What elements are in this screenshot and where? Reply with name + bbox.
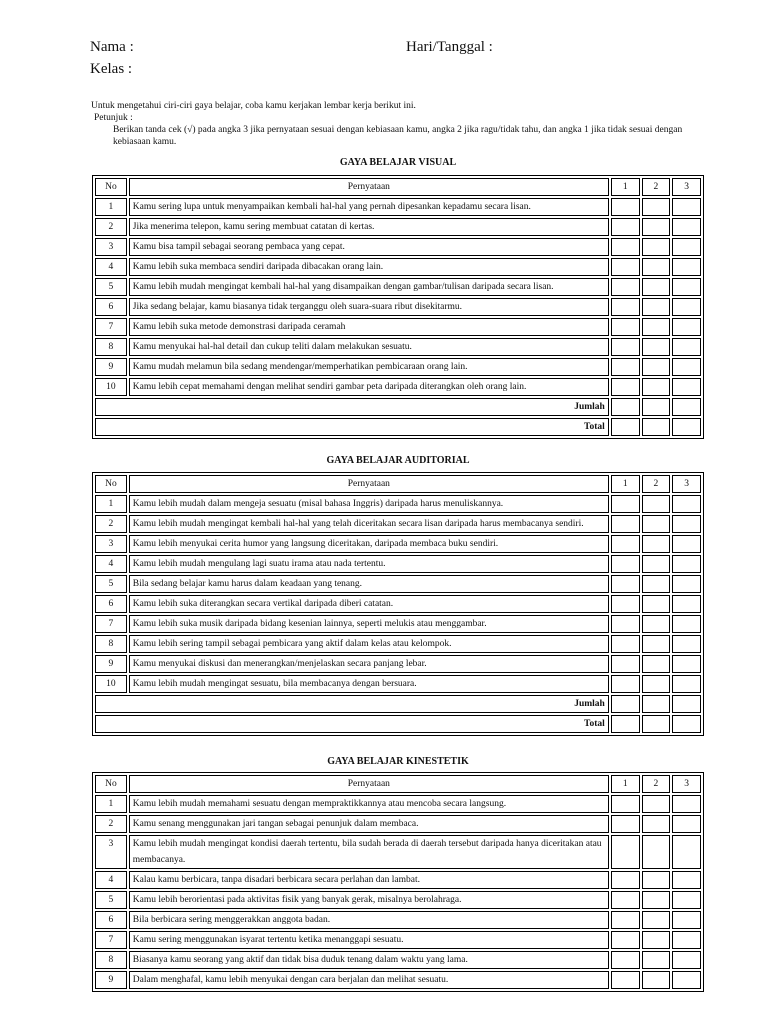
col-header-1: 1 [611, 475, 640, 493]
instructions [91, 100, 691, 148]
row-number: 7 [95, 615, 127, 633]
check-cell-1[interactable] [611, 871, 640, 889]
statement-text: Kamu lebih menyukai cerita humor yang langsung diceritakan, daripada membaca buku sendiri. [129, 535, 609, 553]
table-row [95, 358, 701, 376]
table-row [95, 971, 701, 989]
total-cell-2[interactable] [642, 715, 671, 733]
check-cell-1[interactable] [611, 258, 640, 276]
check-cell-3[interactable] [672, 911, 701, 929]
statement-text: Kamu lebih cepat memahami dengan melihat sendiri gambar peta daripada diterangkan oleh orang lain. [129, 378, 609, 396]
statement-text: Dalam menghafal, kamu lebih menyukai dengan cara berjalan dan melihat sesuatu. [129, 971, 609, 989]
check-cell-1[interactable] [611, 655, 640, 673]
check-cell-2[interactable] [642, 635, 671, 653]
check-cell-3[interactable] [672, 535, 701, 553]
check-cell-2[interactable] [642, 198, 671, 216]
row-number: 10 [95, 378, 127, 396]
table-row [95, 635, 701, 653]
check-cell-2[interactable] [642, 278, 671, 296]
jumlah-cell-1[interactable] [611, 695, 640, 713]
col-header-1: 1 [611, 178, 640, 196]
check-cell-3[interactable] [672, 835, 701, 869]
row-number: 3 [95, 238, 127, 256]
table-header-row [95, 775, 701, 793]
check-cell-2[interactable] [642, 835, 671, 869]
statement-text: Kamu sering lupa untuk menyampaikan kembali hal-hal yang pernah dipesankan kepadamu secara lisan. [129, 198, 609, 216]
check-cell-3[interactable] [672, 575, 701, 593]
check-cell-1[interactable] [611, 378, 640, 396]
total-cell-1[interactable] [611, 418, 640, 436]
visual-table [92, 175, 704, 439]
check-cell-2[interactable] [642, 338, 671, 356]
check-cell-3[interactable] [672, 655, 701, 673]
col-header-3: 3 [672, 775, 701, 793]
row-number: 3 [95, 535, 127, 553]
statement-text: Kamu lebih mudah mengingat kondisi daerah tertentu, bila sudah berada di daerah tersebut daripada hanya diceritakan atau membacanya. [129, 835, 609, 869]
check-cell-2[interactable] [642, 675, 671, 693]
row-number: 10 [95, 675, 127, 693]
table-header-row [95, 178, 701, 196]
table-row [95, 871, 701, 889]
table-row [95, 298, 701, 316]
statement-text: Bila berbicara sering menggerakkan anggota badan. [129, 911, 609, 929]
check-cell-1[interactable] [611, 675, 640, 693]
row-number: 8 [95, 635, 127, 653]
check-cell-2[interactable] [642, 218, 671, 236]
check-cell-2[interactable] [642, 931, 671, 949]
statement-text: Kamu lebih mudah mengulang lagi suatu irama atau nada tertentu. [129, 555, 609, 573]
check-cell-2[interactable] [642, 495, 671, 513]
row-number: 4 [95, 555, 127, 573]
row-number: 1 [95, 795, 127, 813]
check-cell-3[interactable] [672, 675, 701, 693]
row-number: 5 [95, 891, 127, 909]
jumlah-cell-3[interactable] [672, 695, 701, 713]
table-row [95, 615, 701, 633]
table-row [95, 595, 701, 613]
check-cell-3[interactable] [672, 555, 701, 573]
statement-text: Kamu lebih mudah memahami sesuatu dengan mempraktikkannya atau mencoba secara langsung. [129, 795, 609, 813]
total-label: Total [95, 715, 609, 733]
check-cell-3[interactable] [672, 871, 701, 889]
check-cell-2[interactable] [642, 951, 671, 969]
kelas-label: Kelas : [90, 61, 133, 77]
check-cell-2[interactable] [642, 971, 671, 989]
col-header-no: No [95, 178, 127, 196]
jumlah-label: Jumlah [95, 398, 609, 416]
col-header-2: 2 [642, 775, 671, 793]
statement-text: Kamu menyukai hal-hal detail dan cukup teliti dalam melakukan sesuatu. [129, 338, 609, 356]
check-cell-3[interactable] [672, 891, 701, 909]
check-cell-2[interactable] [642, 298, 671, 316]
row-number: 8 [95, 338, 127, 356]
row-number: 6 [95, 298, 127, 316]
check-cell-2[interactable] [642, 795, 671, 813]
table-row [95, 815, 701, 833]
table-row [95, 338, 701, 356]
check-cell-1[interactable] [611, 318, 640, 336]
statement-text: Kamu lebih suka diterangkan secara vertikal daripada diberi catatan. [129, 595, 609, 613]
check-cell-1[interactable] [611, 238, 640, 256]
statement-text: Kamu lebih berorientasi pada aktivitas fisik yang banyak gerak, misalnya berolahraga. [129, 891, 609, 909]
jumlah-cell-2[interactable] [642, 695, 671, 713]
row-number: 4 [95, 258, 127, 276]
total-row [95, 418, 701, 436]
statement-text: Kamu lebih sering tampil sebagai pembicara yang aktif dalam kelas atau kelompok. [129, 635, 609, 653]
table-row [95, 515, 701, 533]
table-row [95, 238, 701, 256]
total-cell-2[interactable] [642, 418, 671, 436]
table-row [95, 835, 701, 869]
table-row [95, 278, 701, 296]
row-number: 3 [95, 835, 127, 869]
check-cell-2[interactable] [642, 655, 671, 673]
statement-text: Kamu lebih mudah mengingat sesuatu, bila membacanya dengan bersuara. [129, 675, 609, 693]
check-cell-3[interactable] [672, 318, 701, 336]
check-cell-2[interactable] [642, 535, 671, 553]
check-cell-2[interactable] [642, 318, 671, 336]
statement-text: Kamu lebih suka metode demonstrasi daripada ceramah [129, 318, 609, 336]
table-header-row [95, 475, 701, 493]
check-cell-1[interactable] [611, 575, 640, 593]
statement-text: Kamu lebih mudah dalam mengeja sesuatu (misal bahasa Inggris) daripada harus menuliskannya. [129, 495, 609, 513]
row-number: 1 [95, 495, 127, 513]
check-cell-3[interactable] [672, 218, 701, 236]
table-row [95, 318, 701, 336]
check-cell-3[interactable] [672, 495, 701, 513]
check-cell-1[interactable] [611, 358, 640, 376]
row-number: 6 [95, 911, 127, 929]
total-row [95, 715, 701, 733]
statement-text: Kamu menyukai diskusi dan menerangkan/menjelaskan secara panjang lebar. [129, 655, 609, 673]
row-number: 7 [95, 318, 127, 336]
check-cell-2[interactable] [642, 595, 671, 613]
check-cell-1[interactable] [611, 338, 640, 356]
row-number: 7 [95, 931, 127, 949]
check-cell-1[interactable] [611, 595, 640, 613]
table-row [95, 258, 701, 276]
check-cell-2[interactable] [642, 238, 671, 256]
statement-text: Jika menerima telepon, kamu sering membuat catatan di kertas. [129, 218, 609, 236]
statement-text: Kamu bisa tampil sebagai seorang pembaca yang cepat. [129, 238, 609, 256]
check-cell-3[interactable] [672, 258, 701, 276]
section-title-auditorial: GAYA BELAJAR AUDITORIAL [326, 455, 470, 466]
statement-text: Kamu lebih suka membaca sendiri daripada dibacakan orang lain. [129, 258, 609, 276]
total-cell-1[interactable] [611, 715, 640, 733]
statement-text: Kalau kamu berbicara, tanpa disadari berbicara secara perlahan dan lambat. [129, 871, 609, 889]
check-cell-2[interactable] [642, 871, 671, 889]
statement-text: Jika sedang belajar, kamu biasanya tidak terganggu oleh suara-suara ribut disekitarmu. [129, 298, 609, 316]
statement-text: Kamu lebih suka musik daripada bidang kesenian lainnya, seperti melukis atau menggambar. [129, 615, 609, 633]
check-cell-1[interactable] [611, 515, 640, 533]
table-row [95, 495, 701, 513]
check-cell-3[interactable] [672, 595, 701, 613]
check-cell-1[interactable] [611, 218, 640, 236]
table-row [95, 951, 701, 969]
check-cell-1[interactable] [611, 278, 640, 296]
check-cell-2[interactable] [642, 358, 671, 376]
table-row [95, 675, 701, 693]
row-number: 2 [95, 218, 127, 236]
col-header-3: 3 [672, 178, 701, 196]
check-cell-3[interactable] [672, 338, 701, 356]
table-row [95, 378, 701, 396]
table-row [95, 198, 701, 216]
check-cell-2[interactable] [642, 555, 671, 573]
col-header-1: 1 [611, 775, 640, 793]
check-cell-2[interactable] [642, 515, 671, 533]
petunjuk-label: Petunjuk : [94, 113, 133, 123]
check-cell-2[interactable] [642, 891, 671, 909]
check-cell-1[interactable] [611, 635, 640, 653]
table-row [95, 218, 701, 236]
check-cell-1[interactable] [611, 971, 640, 989]
total-label: Total [95, 418, 609, 436]
check-cell-2[interactable] [642, 911, 671, 929]
hari-tanggal-label: Hari/Tanggal : [406, 39, 493, 55]
check-cell-2[interactable] [642, 378, 671, 396]
row-number: 9 [95, 655, 127, 673]
statement-text: Kamu lebih mudah mengingat kembali hal-hal yang disampaikan dengan gambar/tulisan daripada secara lisan. [129, 278, 609, 296]
check-cell-1[interactable] [611, 891, 640, 909]
check-cell-1[interactable] [611, 911, 640, 929]
check-cell-1[interactable] [611, 835, 640, 869]
check-cell-3[interactable] [672, 358, 701, 376]
check-cell-1[interactable] [611, 951, 640, 969]
col-header-statement: Pernyataan [129, 178, 609, 196]
statement-text: Bila sedang belajar kamu harus dalam keadaan yang tenang. [129, 575, 609, 593]
check-cell-2[interactable] [642, 815, 671, 833]
check-cell-1[interactable] [611, 495, 640, 513]
row-number: 4 [95, 871, 127, 889]
petunjuk-text: Berikan tanda cek (√) pada angka 3 jika pernyataan sesuai dengan kebiasaan kamu, angka 2 jika ragu/tidak tahu, dan angka 1 jika tidak sesuai dengan kebiasaan kamu. [113, 125, 683, 147]
check-cell-1[interactable] [611, 815, 640, 833]
check-cell-2[interactable] [642, 258, 671, 276]
check-cell-3[interactable] [672, 378, 701, 396]
check-cell-2[interactable] [642, 575, 671, 593]
check-cell-1[interactable] [611, 931, 640, 949]
jumlah-row [95, 695, 701, 713]
total-cell-3[interactable] [672, 418, 701, 436]
check-cell-1[interactable] [611, 795, 640, 813]
row-number: 9 [95, 971, 127, 989]
row-number: 9 [95, 358, 127, 376]
jumlah-cell-3[interactable] [672, 398, 701, 416]
check-cell-3[interactable] [672, 615, 701, 633]
col-header-2: 2 [642, 475, 671, 493]
table-row [95, 655, 701, 673]
check-cell-3[interactable] [672, 951, 701, 969]
row-number: 5 [95, 278, 127, 296]
col-header-statement: Pernyataan [129, 775, 609, 793]
check-cell-3[interactable] [672, 198, 701, 216]
col-header-2: 2 [642, 178, 671, 196]
intro-text: Untuk mengetahui ciri-ciri gaya belajar, coba kamu kerjakan lembar kerja berikut ini. [91, 101, 416, 111]
kinestetik-table [92, 772, 704, 992]
statement-text: Biasanya kamu seorang yang aktif dan tidak bisa duduk tenang dalam waktu yang lama. [129, 951, 609, 969]
row-number: 1 [95, 198, 127, 216]
jumlah-cell-2[interactable] [642, 398, 671, 416]
row-number: 6 [95, 595, 127, 613]
section-title-visual: GAYA BELAJAR VISUAL [339, 157, 457, 168]
jumlah-row [95, 398, 701, 416]
check-cell-3[interactable] [672, 931, 701, 949]
col-header-no: No [95, 775, 127, 793]
auditorial-table [92, 472, 704, 736]
check-cell-3[interactable] [672, 815, 701, 833]
table-row [95, 911, 701, 929]
row-number: 5 [95, 575, 127, 593]
table-row [95, 555, 701, 573]
jumlah-cell-1[interactable] [611, 398, 640, 416]
statement-text: Kamu mudah melamun bila sedang mendengar/memperhatikan pembicaraan orang lain. [129, 358, 609, 376]
total-cell-3[interactable] [672, 715, 701, 733]
table-row [95, 575, 701, 593]
check-cell-1[interactable] [611, 535, 640, 553]
statement-text: Kamu lebih mudah mengingat kembali hal-hal yang telah diceritakan secara lisan daripada harus membacanya sendiri. [129, 515, 609, 533]
check-cell-1[interactable] [611, 615, 640, 633]
table-row [95, 795, 701, 813]
check-cell-3[interactable] [672, 238, 701, 256]
table-row [95, 931, 701, 949]
row-number: 2 [95, 515, 127, 533]
col-header-no: No [95, 475, 127, 493]
check-cell-1[interactable] [611, 555, 640, 573]
jumlah-label: Jumlah [95, 695, 609, 713]
col-header-statement: Pernyataan [129, 475, 609, 493]
table-row [95, 891, 701, 909]
check-cell-2[interactable] [642, 615, 671, 633]
check-cell-3[interactable] [672, 278, 701, 296]
check-cell-3[interactable] [672, 795, 701, 813]
row-number: 2 [95, 815, 127, 833]
statement-text: Kamu sering menggunakan isyarat tertentu ketika menanggapi sesuatu. [129, 931, 609, 949]
check-cell-1[interactable] [611, 198, 640, 216]
nama-label: Nama : [90, 39, 134, 55]
col-header-3: 3 [672, 475, 701, 493]
statement-text: Kamu senang menggunakan jari tangan sebagai penunjuk dalam membaca. [129, 815, 609, 833]
check-cell-3[interactable] [672, 298, 701, 316]
section-title-kinestetik: GAYA BELAJAR KINESTETIK [327, 756, 469, 767]
check-cell-3[interactable] [672, 971, 701, 989]
table-row [95, 535, 701, 553]
check-cell-1[interactable] [611, 298, 640, 316]
row-number: 8 [95, 951, 127, 969]
check-cell-3[interactable] [672, 635, 701, 653]
check-cell-3[interactable] [672, 515, 701, 533]
